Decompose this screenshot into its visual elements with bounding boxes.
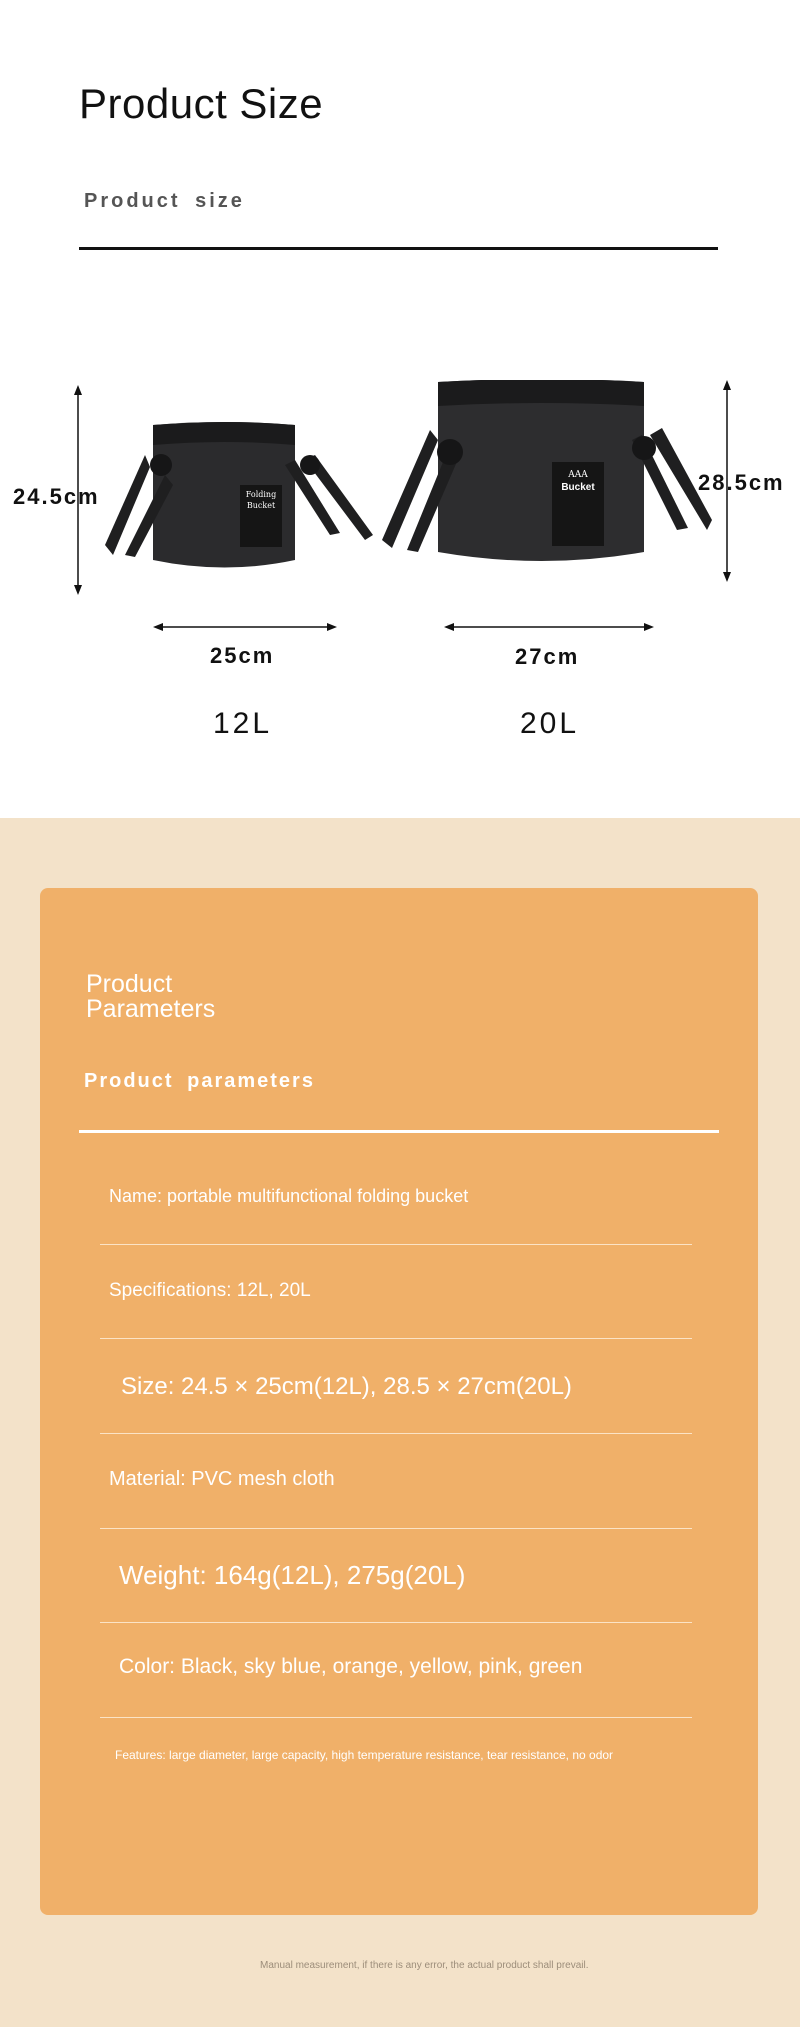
param-name: Name: portable multifunctional folding bucket <box>109 1186 469 1206</box>
row-divider <box>100 1244 692 1245</box>
parameters-title-line2: Parameters <box>86 995 216 1023</box>
product-size-section <box>0 0 800 818</box>
parameters-title-line1: Product <box>86 970 173 998</box>
large-bucket-height: 28.5cm <box>698 470 785 495</box>
small-bucket-height: 24.5cm <box>13 484 100 509</box>
row-divider <box>100 1717 692 1718</box>
row-divider <box>100 1528 692 1529</box>
param-size: Size: 24.5 × 25cm(12L), 28.5 × 27cm(20L) <box>121 1373 572 1400</box>
large-bucket-label-line2: Bucket <box>561 482 595 493</box>
large-bucket-label-line1: AAA <box>568 470 588 480</box>
width-arrow-small <box>153 620 337 634</box>
large-bucket-capacity: 20L <box>520 707 580 740</box>
param-material: Material: PVC mesh cloth <box>109 1468 335 1490</box>
title-divider <box>79 247 718 250</box>
large-bucket-width: 27cm <box>515 644 580 669</box>
small-bucket-label-line1: Folding <box>245 490 277 499</box>
parameters-subtitle: Product parameters <box>84 1070 315 1092</box>
row-divider <box>100 1338 692 1339</box>
small-bucket-capacity: 12L <box>213 707 273 740</box>
footnote: Manual measurement, if there is any error, the actual product shall prevail. <box>260 1960 589 1971</box>
small-bucket-width: 25cm <box>210 643 275 668</box>
parameters-divider <box>79 1130 719 1133</box>
row-divider <box>100 1622 692 1623</box>
param-specifications: Specifications: 12L, 20L <box>109 1280 311 1301</box>
width-arrow-large <box>444 620 654 634</box>
param-color: Color: Black, sky blue, orange, yellow, pink, green <box>119 1655 583 1678</box>
page-title: Product Size <box>79 80 324 127</box>
small-bucket-label-line2: Bucket <box>246 501 276 510</box>
parameters-title <box>86 972 215 1022</box>
param-features: Features: large diameter, large capacity, high temperature resistance, tear resistance, no odor <box>115 1748 614 1762</box>
row-divider <box>100 1433 692 1434</box>
page-subtitle: Product size <box>84 190 245 212</box>
large-bucket-image <box>382 380 712 595</box>
param-weight: Weight: 164g(12L), 275g(20L) <box>119 1560 466 1590</box>
